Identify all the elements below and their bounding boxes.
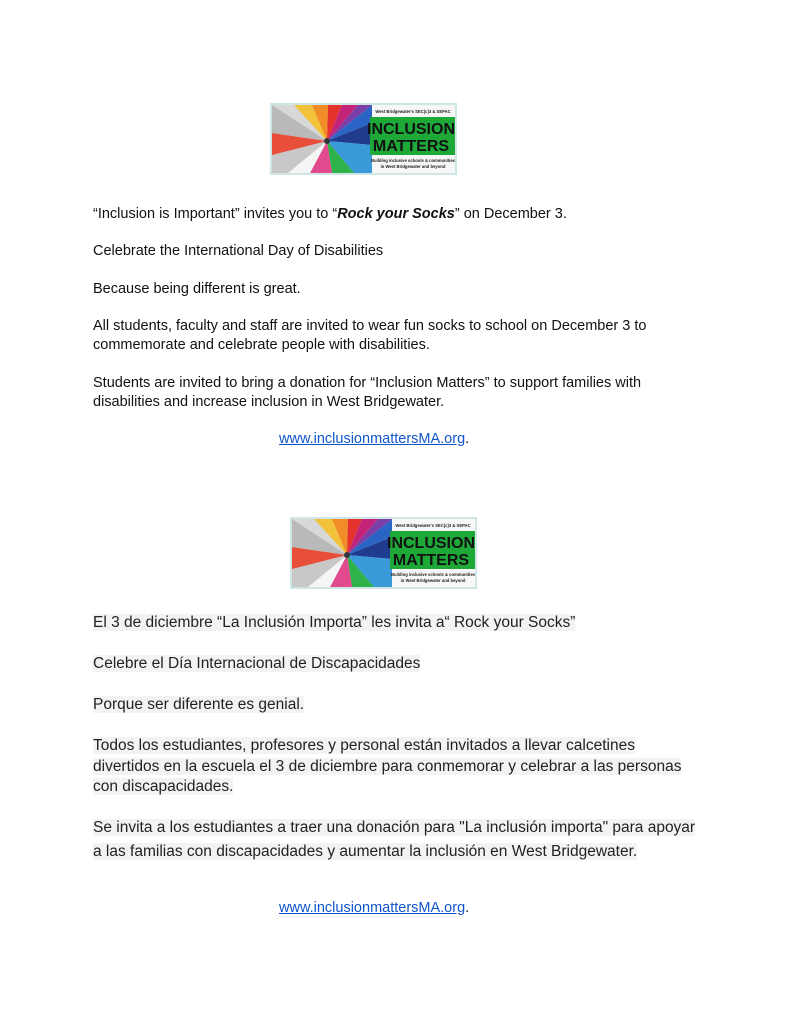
logo-tagline-2: in West Bridgewater and beyond	[380, 164, 446, 169]
inclusion-matters-logo-spanish	[290, 517, 477, 589]
logo-tagline-1: Building inclusive schools & communities	[391, 572, 475, 577]
english-website-line	[279, 430, 469, 449]
english-invite-line	[93, 205, 567, 224]
spanish-socks-text-3: con discapacidades.	[93, 778, 234, 795]
spanish-socks-paragraph-line-2	[93, 757, 681, 778]
logo-word-inclusion: INCLUSION	[367, 121, 455, 138]
logo-word-inclusion: INCLUSION	[387, 535, 475, 552]
spanish-donation-text-2: a las familias con discapacidades y aumentar la inclusión en West Bridgewater.	[93, 843, 638, 860]
spanish-donation-text-1: Se invita a los estudiantes a traer una donación para "La inclusión importa" para apoyar	[93, 819, 696, 836]
spanish-donation-paragraph-line-2	[93, 842, 637, 863]
invite-text-start: “Inclusion is Important” invites you to “	[93, 206, 338, 222]
spanish-donation-paragraph-line-1	[93, 818, 695, 839]
english-socks-paragraph-line-2: commemorate and celebrate people with disabilities.	[93, 337, 430, 353]
spanish-different-text: Porque ser diferente es genial.	[93, 696, 305, 713]
spanish-socks-paragraph-line-1	[93, 736, 635, 757]
spanish-different-line	[93, 695, 304, 716]
logo-tagline-2: in West Bridgewater and beyond	[400, 578, 466, 583]
english-different-line: Because being different is great.	[93, 281, 301, 297]
pencils-fan-logo-image	[272, 105, 455, 173]
colored-pencils-fan	[292, 519, 392, 587]
spanish-invite-line	[93, 613, 575, 634]
spanish-celebrate-line	[93, 654, 420, 675]
spanish-website-line	[279, 899, 469, 918]
pencils-fan-logo-image	[292, 519, 475, 587]
spanish-website-link[interactable]: www.inclusionmattersMA.org	[279, 900, 466, 916]
invite-text-end: ” on December 3.	[454, 206, 567, 222]
english-donation-paragraph-line-2: disabilities and increase inclusion in West Bridgewater.	[93, 394, 445, 410]
rock-your-socks-emphasis: Rock your Socks	[337, 206, 455, 222]
english-website-link[interactable]: www.inclusionmattersMA.org	[279, 431, 466, 447]
logo-top-line: West Bridgewater's SEC(c)3 & SEPAC	[375, 109, 451, 114]
logo-top-line: West Bridgewater's SEC(c)3 & SEPAC	[395, 523, 471, 528]
english-socks-paragraph-line-1: All students, faculty and staff are invited to wear fun socks to school on December 3 to	[93, 318, 647, 334]
spanish-socks-text-2: divertidos en la escuela el 3 de diciembre para conmemorar y celebrar a las personas	[93, 758, 682, 775]
english-link-period: .	[465, 431, 470, 447]
spanish-celebrate-text: Celebre el Día Internacional de Discapacidades	[93, 655, 421, 672]
spanish-invite-text: El 3 de diciembre “La Inclusión Importa” les invita a“ Rock your Socks”	[93, 614, 576, 631]
spanish-socks-paragraph-line-3	[93, 777, 233, 798]
inclusion-matters-logo	[270, 103, 457, 175]
logo-word-matters: MATTERS	[372, 138, 450, 155]
spanish-socks-text-1: Todos los estudiantes, profesores y personal están invitados a llevar calcetines	[93, 737, 635, 754]
logo-tagline-1: Building inclusive schools & communities	[371, 158, 455, 163]
colored-pencils-fan	[272, 105, 372, 173]
english-celebrate-line: Celebrate the International Day of Disabilities	[93, 243, 384, 259]
spanish-link-period: .	[465, 900, 470, 916]
logo-word-matters: MATTERS	[392, 552, 470, 569]
english-donation-paragraph-line-1: Students are invited to bring a donation for “Inclusion Matters” to support families with	[93, 375, 642, 391]
